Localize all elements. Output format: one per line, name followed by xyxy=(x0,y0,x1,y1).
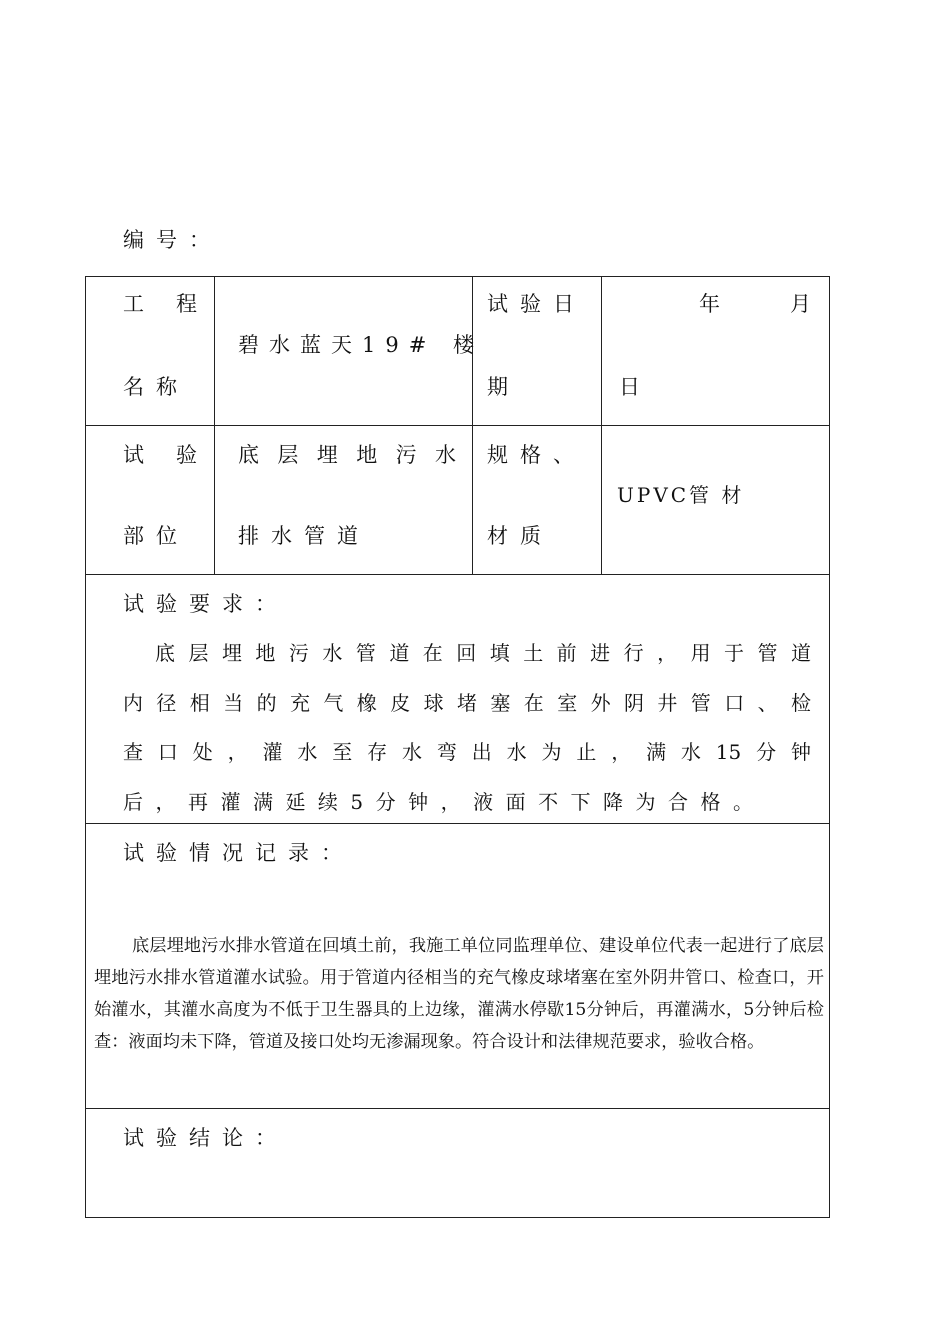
row-divider xyxy=(85,823,830,824)
row-divider xyxy=(85,1108,830,1109)
test-part-value-line2: 排水管道 xyxy=(238,524,370,548)
row-divider xyxy=(85,574,830,575)
serial-number-label: 编号： xyxy=(123,228,222,252)
requirements-line: 底层埋地污水管道在回填土前进行，用于管道 xyxy=(155,641,811,665)
test-date-label-line1: 试验日 xyxy=(487,292,586,316)
project-name-label-line1: 工 程 xyxy=(123,292,197,316)
test-date-label-line2: 期 xyxy=(487,375,520,399)
project-name-label-line2: 名称 xyxy=(123,375,189,399)
test-date-value-line2: 日 xyxy=(619,375,640,399)
row-divider xyxy=(85,425,830,426)
requirements-title: 试验要求： xyxy=(123,592,288,616)
project-name-value: 碧水蓝天19# 楼 xyxy=(238,333,484,357)
spec-material-label-line1: 规格、 xyxy=(487,443,586,467)
column-divider xyxy=(601,276,602,574)
record-title: 试验情况记录： xyxy=(123,841,354,865)
spec-material-label-line2: 材质 xyxy=(487,524,553,548)
column-divider xyxy=(214,276,215,574)
requirements-line: 后，再灌满延续5分钟，液面不下降为合格。 xyxy=(123,790,753,814)
requirements-line: 查口处，灌水至存水弯出水为止，满水15分钟 xyxy=(123,740,811,764)
test-part-value-line1: 底层埋地污水 xyxy=(238,443,456,467)
requirements-line: 内径相当的充气橡皮球堵塞在室外阴井管口、检 xyxy=(123,691,811,715)
spec-material-value: UPVC管 材 xyxy=(617,483,745,507)
test-part-label-line2: 部位 xyxy=(123,524,189,548)
conclusion-title: 试验结论： xyxy=(123,1126,288,1150)
test-date-value-line1: 年 月 xyxy=(699,292,811,316)
record-text: 底层埋地污水排水管道在回填土前，我施工单位同监理单位、建设单位代表一起进行了底层埋地污水排水管道灌水试验。用于管道内径相当的充气橡皮球堵塞在室外阴井管口、检查口，开始灌水，其灌水高度为不低于卫生器具的上边缘，灌满水停歇15分钟后，再灌满水，5分钟后检查：液面均未下降，管道及接口处均无渗漏现象。符合设计和法律规范要求，验收合格。 xyxy=(94,936,824,1052)
test-part-label-line1: 试 验 xyxy=(123,443,197,467)
column-divider xyxy=(472,276,473,574)
